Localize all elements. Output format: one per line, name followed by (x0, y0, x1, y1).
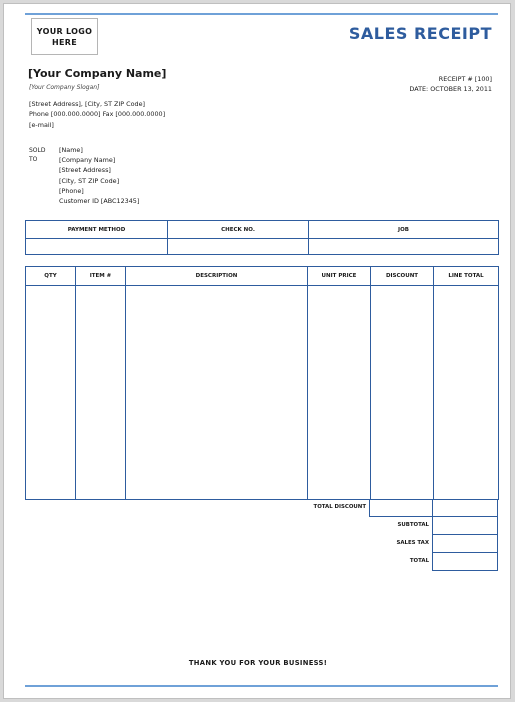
items-table (25, 266, 499, 500)
total-value[interactable] (432, 552, 498, 571)
receipt-number: RECEIPT # [100] (438, 75, 492, 83)
check-no-header: CHECK NO. (168, 221, 309, 239)
document-title: SALES RECEIPT (348, 24, 492, 43)
total-discount-line-total[interactable] (432, 499, 498, 517)
company-phone-fax: Phone [000.000.0000] Fax [000.000.0000] (29, 110, 166, 119)
sold-to-customer-id: Customer ID [ABC12345] (59, 197, 140, 206)
company-slogan: [Your Company Slogan] (29, 84, 100, 91)
sold-to-name: [Name] (59, 146, 83, 154)
subtotal-label: SUBTOTAL (397, 522, 429, 528)
sales-tax-value[interactable] (432, 534, 498, 553)
job-cell[interactable] (309, 239, 499, 255)
payment-table (25, 220, 499, 255)
sold-to-label-line2: TO (29, 156, 38, 163)
items-header-row (26, 267, 499, 286)
top-rule (25, 13, 498, 15)
unit-price-cell[interactable] (308, 286, 371, 500)
sold-to-phone: [Phone] (59, 186, 84, 195)
total-discount-label: TOTAL DISCOUNT (313, 504, 366, 510)
company-name: [Your Company Name] (28, 67, 167, 80)
unit-price-header: UNIT PRICE (308, 267, 371, 286)
payment-value-row (26, 239, 499, 255)
sold-to-label (29, 146, 46, 164)
item-number-cell[interactable] (76, 286, 126, 500)
line-total-header: LINE TOTAL (434, 267, 499, 286)
line-total-cell[interactable] (434, 286, 499, 500)
receipt-page (3, 3, 511, 699)
sold-to-company: [Company Name] (59, 156, 116, 165)
receipt-date: DATE: OCTOBER 13, 2011 (409, 85, 492, 93)
payment-header-row (26, 221, 499, 239)
sales-tax-label: SALES TAX (396, 540, 429, 546)
payment-method-header: PAYMENT METHOD (26, 221, 168, 239)
items-body-row (26, 286, 499, 500)
qty-cell[interactable] (26, 286, 76, 500)
sold-to-city: [City, ST ZIP Code] (59, 176, 120, 185)
company-address: [Street Address], [City, ST ZIP Code] (29, 100, 146, 108)
subtotal-value[interactable] (432, 516, 498, 535)
qty-header: QTY (26, 267, 76, 286)
sold-to-label-line1: SOLD (29, 147, 46, 154)
description-cell[interactable] (126, 286, 308, 500)
sold-to-details (59, 145, 139, 206)
description-header: DESCRIPTION (126, 267, 308, 286)
check-no-cell[interactable] (168, 239, 309, 255)
company-contact (29, 99, 165, 130)
total-discount-value[interactable] (369, 499, 433, 517)
payment-method-cell[interactable] (26, 239, 168, 255)
item-number-header: ITEM # (76, 267, 126, 286)
receipt-meta (409, 74, 492, 94)
company-logo-placeholder (31, 18, 98, 55)
discount-cell[interactable] (371, 286, 434, 500)
sold-to-street: [Street Address] (59, 166, 111, 175)
logo-text: YOUR LOGO HERE (36, 26, 93, 47)
total-label: TOTAL (409, 558, 429, 564)
thank-you-message: THANK YOU FOR YOUR BUSINESS! (188, 659, 328, 667)
company-email: [e-mail] (29, 120, 54, 129)
discount-header: DISCOUNT (371, 267, 434, 286)
bottom-rule (25, 685, 498, 687)
job-header: JOB (309, 221, 499, 239)
